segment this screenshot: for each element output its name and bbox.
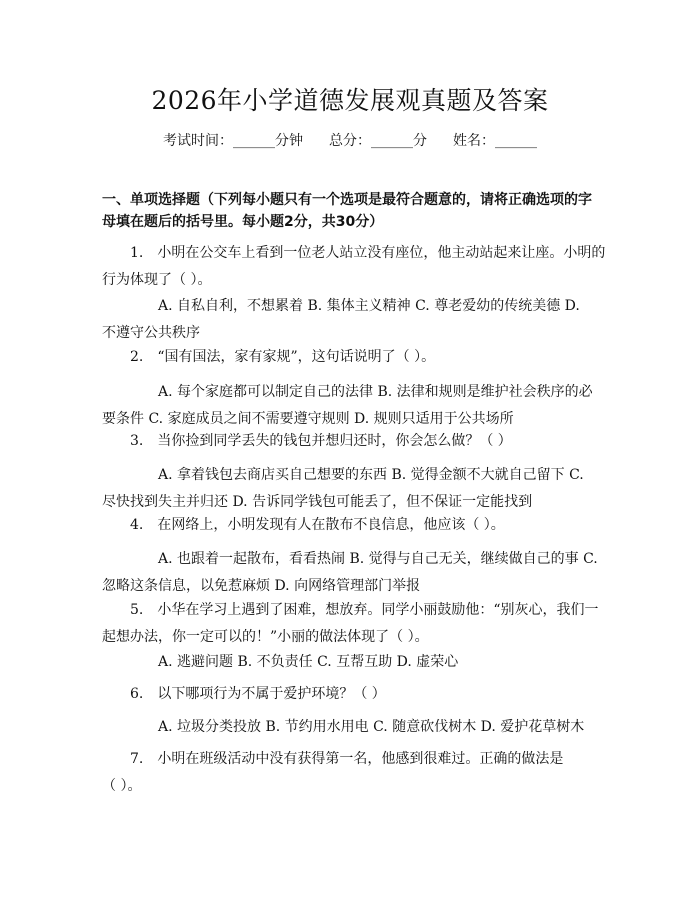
question-6-options [102, 714, 598, 741]
question-5 [102, 597, 598, 651]
option-line: 忽略这条信息，以免惹麻烦 D. 向网络管理部门举报 [102, 578, 421, 594]
question-3-options [102, 462, 598, 516]
section-heading [102, 189, 592, 233]
option-line: A. 拿着钱包去商店买自己想要的东西 B. 觉得金额不大就自己留下 C. [158, 467, 584, 483]
question-text: 4. 在网络上，小明发现有人在散布不良信息，他应该（ ）。 [130, 517, 505, 533]
question-6 [102, 681, 598, 708]
question-text: 起想办法，你一定可以的！”小丽的做法体现了（ ）。 [102, 629, 429, 645]
total-score-field: 总分：______分 [329, 133, 427, 149]
exam-meta [0, 131, 700, 151]
question-text: 1. 小明在公交车上看到一位老人站立没有座位，他主动站起来让座。小明的 [130, 245, 606, 261]
section-heading-line: 母填在题后的括号里。每小题2分，共30分） [102, 214, 384, 230]
option-line: A. 也跟着一起散布，看看热闹 B. 觉得与自己无关，继续做自己的事 C. [158, 551, 598, 567]
option-line: A. 每个家庭都可以制定自己的法律 B. 法律和规则是维护社会秩序的必 [158, 384, 593, 400]
question-4-options [102, 546, 598, 600]
question-2 [102, 344, 598, 371]
option-line: A. 逃避问题 B. 不负责任 C. 互帮互助 D. 虚荣心 [158, 654, 459, 670]
option-line: A. 自私自利，不想累着 B. 集体主义精神 C. 尊老爱幼的传统美德 D. [158, 298, 580, 314]
question-text: 6. 以下哪项行为不属于爱护环境？（ ） [130, 686, 386, 702]
question-2-options [102, 379, 598, 433]
question-4 [102, 512, 598, 539]
option-line: 不遵守公共秩序 [102, 325, 200, 341]
option-line: 要条件 C. 家庭成员之间不需要遵守规则 D. 规则只适用于公共场所 [102, 411, 514, 427]
question-5-options [102, 649, 598, 676]
question-1-options [102, 293, 598, 347]
page-title: 2026年小学道德发展观真题及答案 [151, 86, 549, 115]
question-text: 7. 小明在班级活动中没有获得第一名，他感到很难过。正确的做法是 [130, 751, 564, 767]
question-text: 5. 小华在学习上遇到了困难，想放弃。同学小丽鼓励他：“别灰心，我们一 [130, 602, 599, 618]
exam-time-field: 考试时间：______分钟 [163, 133, 303, 149]
option-line: 尽快找到失主并归还 D. 告诉同学钱包可能丢了，但不保证一定能找到 [102, 494, 533, 510]
question-7 [102, 746, 598, 800]
question-text: 3. 当你捡到同学丢失的钱包并想归还时，你会怎么做？（ ） [130, 433, 512, 449]
question-text: 2. “国有国法，家有家规”，这句话说明了（ ）。 [130, 349, 436, 365]
section-heading-line: 一、单项选择题（下列每小题只有一个选项是最符合题意的，请将正确选项的字 [102, 192, 592, 208]
option-line: A. 垃圾分类投放 B. 节约用水用电 C. 随意砍伐树木 D. 爱护花草树木 [158, 719, 585, 735]
question-text: 行为体现了（ ）。 [102, 272, 212, 288]
question-3 [102, 428, 598, 455]
student-name-field: 姓名：______ [453, 133, 537, 149]
question-text: （ ）。 [102, 778, 142, 794]
question-1 [102, 240, 606, 294]
